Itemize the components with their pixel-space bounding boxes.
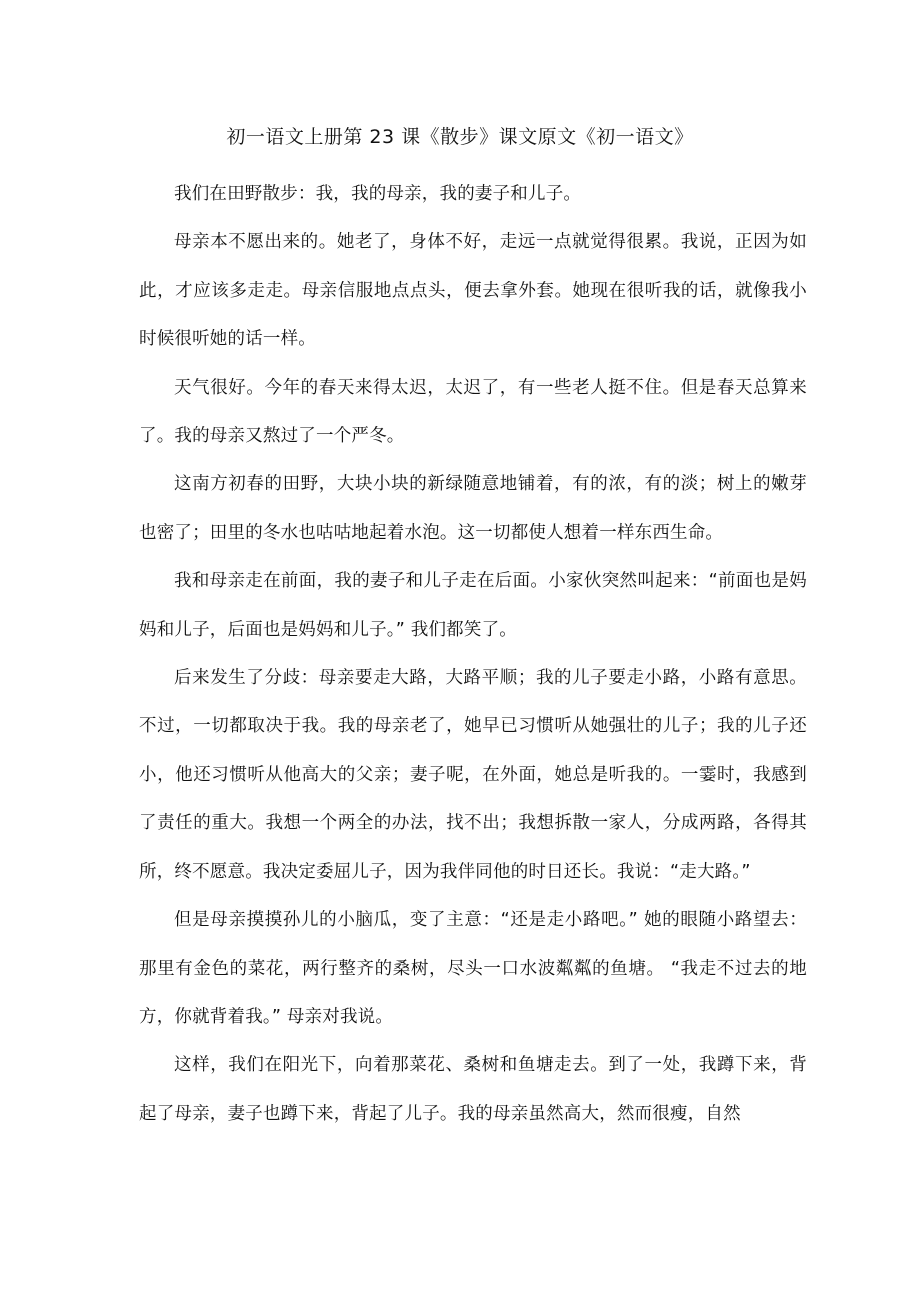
paragraph: 但是母亲摸摸孙儿的小脑瓜，变了主意：“还是走小路吧。” 她的眼随小路望去：那里有金色的菜花，两行整齐的桑树，尽头一口水波粼粼的鱼塘。 “我走不过去的地方，你就背着我。” 母亲对我说。 <box>139 910 807 1027</box>
paragraph: 这南方初春的田野，大块小块的新绿随意地铺着，有的浓，有的淡；树上的嫩芽也密了；田里的冬水也咕咕地起着水泡。这一切都使人想着一样东西生命。 <box>139 474 807 543</box>
paragraph: 后来发生了分歧：母亲要走大路，大路平顺；我的儿子要走小路，小路有意思。不过，一切都取决于我。我的母亲老了，她早已习惯听从她强壮的儿子；我的儿子还小，他还习惯听从他高大的父亲；妻子呢，在外面，她总是听我的。一霎时，我感到了责任的重大。我想一个两全的办法，找不出；我想拆散一家人，分成两路，各得其所，终不愿意。我决定委屈儿子，因为我伴同他的时日还长。我说：“走大路。” <box>139 668 807 882</box>
paragraph: 母亲本不愿出来的。她老了，身体不好，走远一点就觉得很累。我说，正因为如此，才应该多走走。母亲信服地点点头，便去拿外套。她现在很听我的话，就像我小时候很听她的话一样。 <box>139 232 807 350</box>
paragraph: 天气很好。今年的春天来得太迟，太迟了，有一些老人挺不住。但是春天总算来了。我的母亲又熬过了一个严冬。 <box>139 377 807 447</box>
paragraph: 我们在田野散步：我，我的母亲，我的妻子和儿子。 <box>174 184 582 204</box>
document-title: 初一语文上册第 23 课《散步》课文原文《初一语文》 <box>226 126 694 148</box>
paragraph: 这样，我们在阳光下，向着那菜花、桑树和鱼塘走去。到了一处，我蹲下来，背起了母亲，妻子也蹲下来，背起了儿子。我的母亲虽然高大，然而很瘦，自然 <box>139 1055 807 1124</box>
document-body <box>139 170 807 1138</box>
paragraph: 我和母亲走在前面，我的妻子和儿子走在后面。小家伙突然叫起来：“前面也是妈妈和儿子，后面也是妈妈和儿子。” 我们都笑了。 <box>139 571 807 640</box>
